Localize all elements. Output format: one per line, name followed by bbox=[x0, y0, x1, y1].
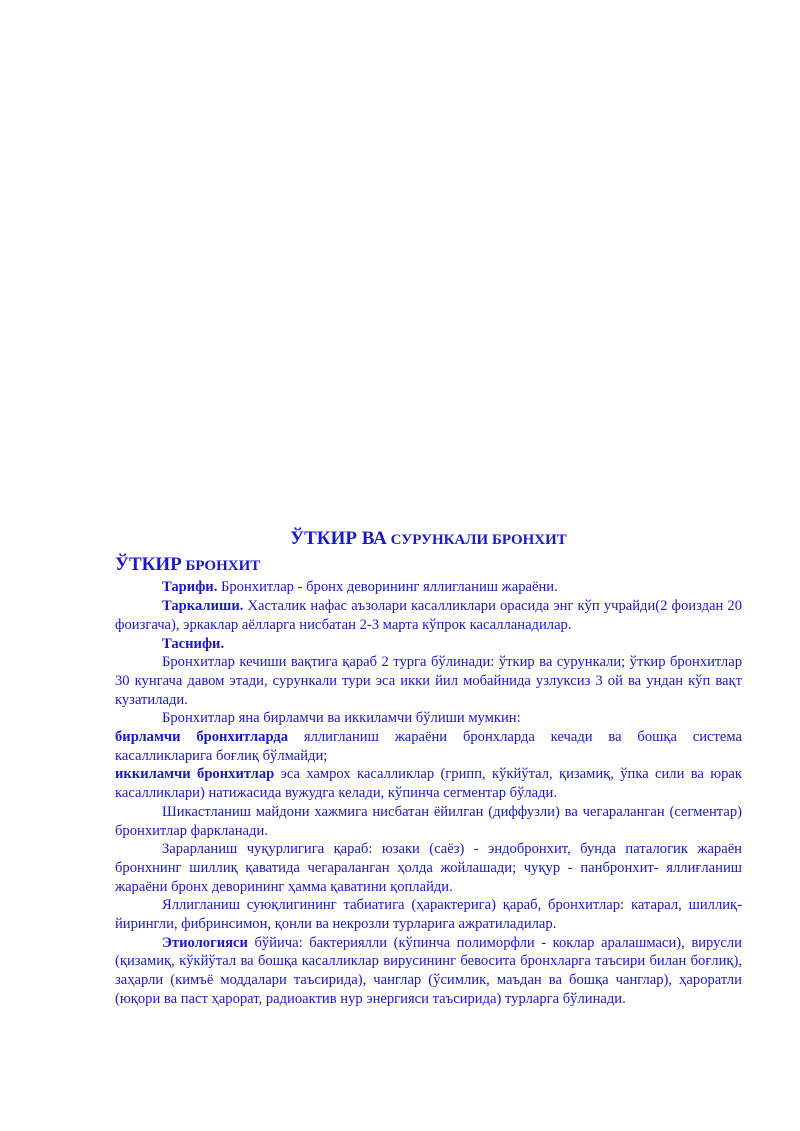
paragraph-text: Хасталик нафас аъзолари касалликлари орасида энг кўп учрайди(2 фоиздан 20 фоизгача), эркаклар аёлларга нисбатан 2-3 марта кўпрок касалланадилар. bbox=[115, 598, 742, 633]
paragraph-lead: Таркалиши. bbox=[162, 598, 244, 615]
paragraph-lead: иккиламчи бронхитлар bbox=[115, 766, 275, 783]
paragraph-secondary bbox=[115, 765, 742, 802]
paragraph-depth bbox=[115, 840, 742, 896]
section-heading bbox=[115, 553, 742, 576]
paragraph-lead: Этиологияси bbox=[162, 934, 248, 951]
paragraph-text: Бронхитлар яна бирламчи ва иккиламчи бўлиши мумкин: bbox=[162, 710, 521, 727]
paragraph-text: Яллигланиш суюқлигининг табиатига (ҳарактерига) қараб, бронхитлар: катарал, шиллиқ-йирингли, фибринсимон, қонли ва некрозли турларига ажратиладилар. bbox=[115, 897, 742, 933]
page-title bbox=[115, 530, 742, 550]
paragraph-exudate bbox=[115, 896, 742, 933]
title-rest: СУРУНКАЛИ БРОНХИТ bbox=[390, 532, 567, 548]
paragraph-text: эса хамрох касалликлар (грипп, кўкйўтал, қизамиқ, ўпка сили ва юрак касалликлари) натижасида вужудга келади, кўпинча сегментар бўлади. bbox=[115, 766, 742, 802]
paragraph-prevalence bbox=[115, 597, 742, 634]
paragraph-lead: бирламчи бронхитларда bbox=[115, 729, 289, 746]
paragraph-definition bbox=[115, 578, 742, 597]
paragraph-primary bbox=[115, 728, 742, 765]
paragraph-lead: Таснифи. bbox=[162, 635, 225, 652]
paragraph-etiology bbox=[115, 934, 742, 1009]
paragraph-course bbox=[115, 653, 742, 709]
paragraph-extent bbox=[115, 803, 742, 840]
document-page bbox=[115, 530, 742, 1009]
paragraph-text: бўйича: бактериялли (кўпинча полиморфли - коклар аралашмаси), вирусли (қизамиқ, кўкйўтал ва бошқа касалликлар вирусининг бевосита бронхларга таъсири билан боғлиқ), заҳарли (кимъё моддалари таъсирида), чанглар (ўсимлик, маъдан ва бошқа чанглар), ҳароратли (юқори ва паст ҳарорат, радиоактив нур энергияси таъсирида) турларга бўлинади. bbox=[115, 934, 742, 1007]
paragraph-text: Бронхитлар - бронх деворининг яллигланиш жараёни. bbox=[217, 579, 558, 596]
paragraph-text: Шикастланиш майдони хажмига нисбатан ёйилган (диффузли) ва чегараланган (сегментар) бронхитлар фаркланади. bbox=[115, 803, 742, 839]
title-main: ЎТКИР ВА bbox=[290, 528, 387, 549]
section-heading-rest: БРОНХИТ bbox=[185, 557, 261, 574]
paragraph-text: Бронхитлар кечиши вақтига қараб 2 турга бўлинади: ўткир ва сурункали; ўткир бронхитлар 30 кунгача давом этади, сурункали тури эса икки йил мобайнида узлуксиз 3 ой ва ундан кўп вақт кузатилади. bbox=[115, 654, 742, 708]
paragraph-types bbox=[115, 709, 742, 728]
section-heading-main: ЎТКИР bbox=[115, 553, 182, 575]
paragraph-lead: Тарифи. bbox=[162, 579, 218, 596]
paragraph-text: Зарарланиш чуқурлигига қараб: юзаки (саёз) - эндобронхит, бунда паталогик жараён бронхнинг шиллиқ қаватида чегараланган ҳолда жойлашади; чуқур - панбронхит- яллиғланиш жараёни бронх деворининг ҳамма қаватини қоплайди. bbox=[115, 841, 742, 895]
paragraph-text: яллигланиш жараёни бронхларда кечади ва бошқа система касалликларига боғлиқ бўлмайди; bbox=[115, 729, 742, 764]
paragraph-classification bbox=[115, 635, 742, 654]
